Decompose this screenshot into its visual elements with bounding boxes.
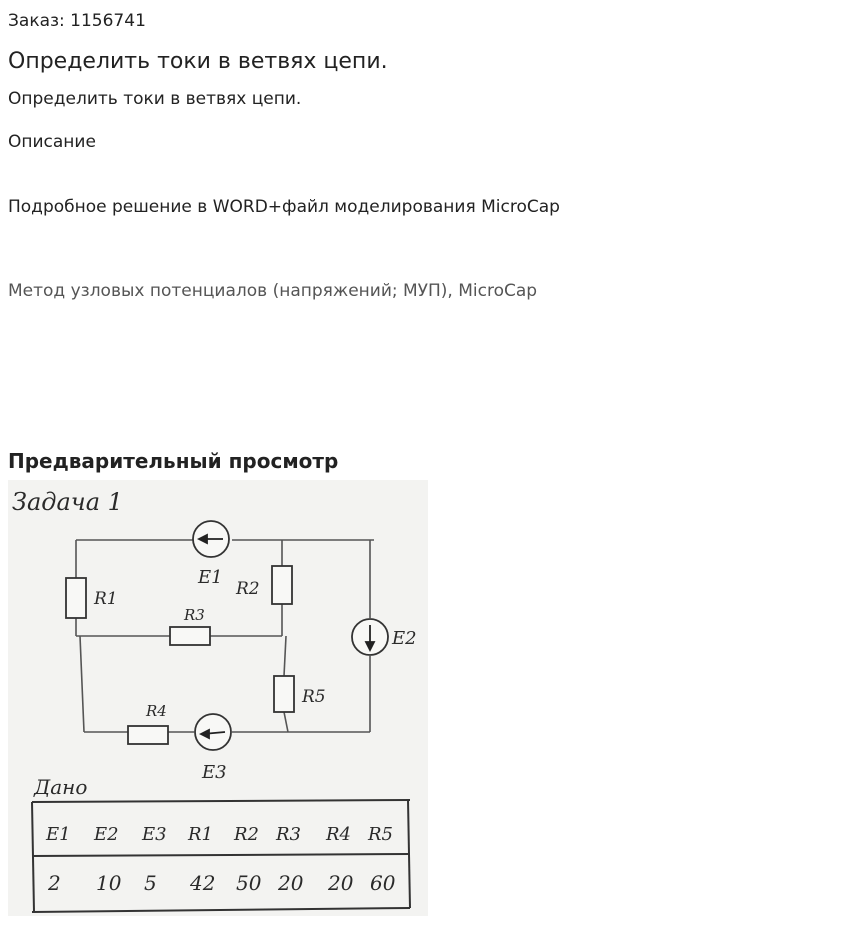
table-value-cell: 50 (236, 871, 262, 895)
label-e3: E3 (202, 762, 227, 783)
page-subtitle: Определить токи в ветвях цепи. (8, 89, 302, 109)
order-number: Заказ: 1156741 (8, 11, 146, 31)
table-value-cell: 5 (144, 871, 157, 895)
description-heading: Описание (8, 132, 96, 152)
table-header-cell: R5 (368, 824, 394, 845)
table-header-cell: E2 (94, 824, 119, 845)
source-e3 (195, 714, 231, 750)
table-header-cell: E1 (46, 824, 71, 845)
label-r3: R3 (184, 606, 205, 624)
table-value-cell: 60 (370, 871, 396, 895)
given-table (32, 800, 410, 912)
resistor-r5 (274, 676, 294, 712)
table-value-cell: 2 (48, 871, 61, 895)
circuit-diagram (8, 480, 428, 916)
resistor-r2 (272, 566, 292, 604)
label-e1: E1 (198, 567, 223, 588)
circuit-wires (76, 540, 374, 732)
table-header-cell: R2 (234, 824, 260, 845)
task-title: Задача 1 (12, 488, 123, 516)
label-r2: R2 (236, 579, 260, 599)
label-r1: R1 (94, 589, 118, 609)
method-text: Метод узловых потенциалов (напряжений; МУП), MicroCap (8, 281, 538, 301)
resistor-r3 (170, 627, 210, 645)
table-header-cell: E3 (142, 824, 167, 845)
table-header-cell: R3 (276, 824, 302, 845)
resistor-r4 (128, 726, 168, 744)
table-value-cell: 42 (190, 871, 216, 895)
table-value-cell: 20 (328, 871, 354, 895)
table-value-cell: 10 (96, 871, 122, 895)
label-e2: E2 (392, 628, 417, 649)
preview-heading: Предварительный просмотр (8, 449, 339, 473)
page-title: Определить токи в ветвях цепи. (8, 49, 388, 74)
preview-image (8, 480, 428, 916)
description-text: Подробное решение в WORD+файл моделирования MicroCap (8, 197, 560, 217)
table-value-cell: 20 (278, 871, 304, 895)
label-r5: R5 (302, 687, 326, 707)
resistor-r1 (66, 578, 86, 618)
label-r4: R4 (146, 702, 167, 720)
table-header-cell: R1 (188, 824, 214, 845)
given-label: Дано (34, 775, 88, 799)
table-header-cell: R4 (326, 824, 352, 845)
